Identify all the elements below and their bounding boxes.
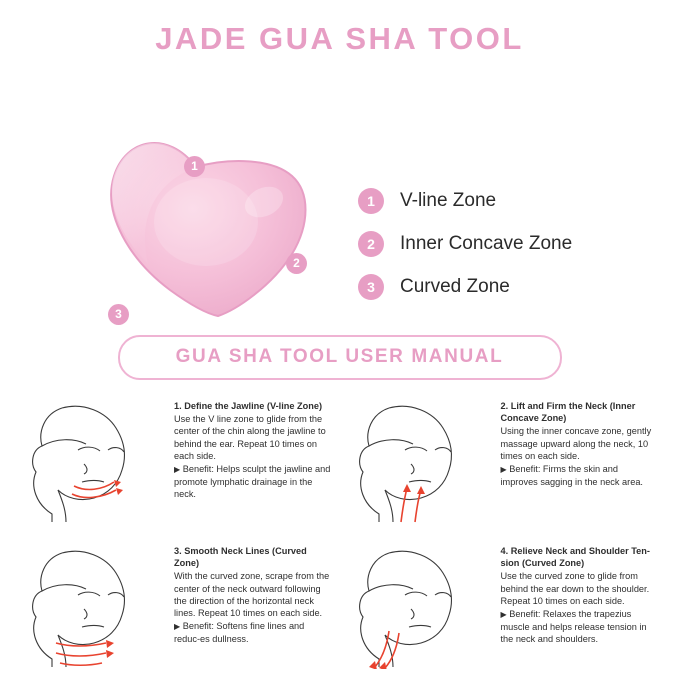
legend-item-curved (358, 265, 572, 308)
zone-legend (358, 179, 572, 308)
step-title: 1. Define the Jawline (V-line Zone) (174, 401, 323, 411)
legend-item-inner-concave (358, 222, 572, 265)
stone-marker-3: 3 (108, 304, 129, 325)
neck-lift-diagram (349, 394, 501, 524)
step-benefit (174, 620, 331, 645)
page-title: JADE GUA SHA TOOL (155, 21, 524, 56)
legend-badge-1: 1 (358, 188, 384, 214)
legend-badge-2: 2 (358, 231, 384, 257)
step-title: 3. Smooth Neck Lines (Curved Zone) (174, 546, 307, 569)
step-body: With the curved zone, scrape from the center of the neck outward following the direction of the horizontal neck lines. Repeat 10 times on each side. (174, 571, 330, 619)
step-benefit-text: Benefit: Softens fine lines and reduc-es dullness. (174, 621, 305, 645)
gua-sha-stone-illustration (96, 72, 326, 321)
step-benefit (174, 463, 331, 500)
arrow-right-icon: ▶ (500, 610, 507, 620)
step-benefit (501, 463, 658, 488)
shoulder-tension-diagram (349, 539, 501, 669)
legend-label-2: Inner Concave Zone (400, 232, 573, 254)
manual-banner: GUA SHA TOOL USER MANUAL (118, 335, 562, 380)
gua-sha-stone-icon (96, 72, 326, 322)
stone-marker-2: 2 (286, 253, 307, 274)
step-body: Using the inner concave zone, gently massage upward along the neck, 10 times on each side. (500, 426, 652, 461)
step-item (349, 539, 658, 674)
arrow-right-icon: ▶ (174, 465, 181, 475)
step-title: 4. Relieve Neck and Shoulder Ten-sion (Curved Zone) (500, 546, 650, 569)
step-text (501, 394, 658, 488)
steps-grid (0, 394, 679, 674)
step-text (501, 539, 658, 645)
stone-marker-1: 1 (184, 156, 205, 177)
step-item (349, 394, 658, 529)
legend-label-3: Curved Zone (400, 275, 510, 297)
step-benefit-text: Benefit: Relaxes the trapezius muscle and helps release tension in the neck and shoulders. (500, 609, 647, 645)
neck-lines-diagram (22, 539, 174, 669)
step-benefit-text: Benefit: Firms the skin and improves sagging in the neck area. (500, 464, 643, 487)
step-benefit-text: Benefit: Helps sculpt the jawline and promote lymphatic drainage in the neck. (174, 464, 331, 500)
arrow-right-icon: ▶ (174, 622, 181, 632)
jawline-diagram (22, 394, 174, 524)
arrow-right-icon: ▶ (500, 465, 507, 475)
step-text (174, 394, 331, 500)
legend-item-v-line (358, 179, 572, 222)
step-benefit (501, 608, 658, 645)
step-item (22, 539, 331, 674)
face-profile-icon (22, 394, 174, 524)
step-body: Use the curved zone to glide from behind the ear down to the shoulder. Repeat 10 times on each side. (500, 571, 650, 606)
step-body: Use the V line zone to glide from the center of the chin along the jawline to behind the ear. Repeat 10 times on each side. (174, 414, 326, 461)
face-profile-icon (22, 539, 174, 669)
legend-label-1: V-line Zone (400, 189, 497, 211)
legend-badge-3: 3 (358, 274, 384, 300)
hero-section (0, 54, 679, 329)
step-item (22, 394, 331, 529)
face-profile-icon (349, 539, 501, 669)
step-title: 2. Lift and Firm the Neck (Inner Concave Zone) (500, 401, 636, 424)
step-text (174, 539, 331, 645)
face-profile-icon (349, 394, 501, 524)
